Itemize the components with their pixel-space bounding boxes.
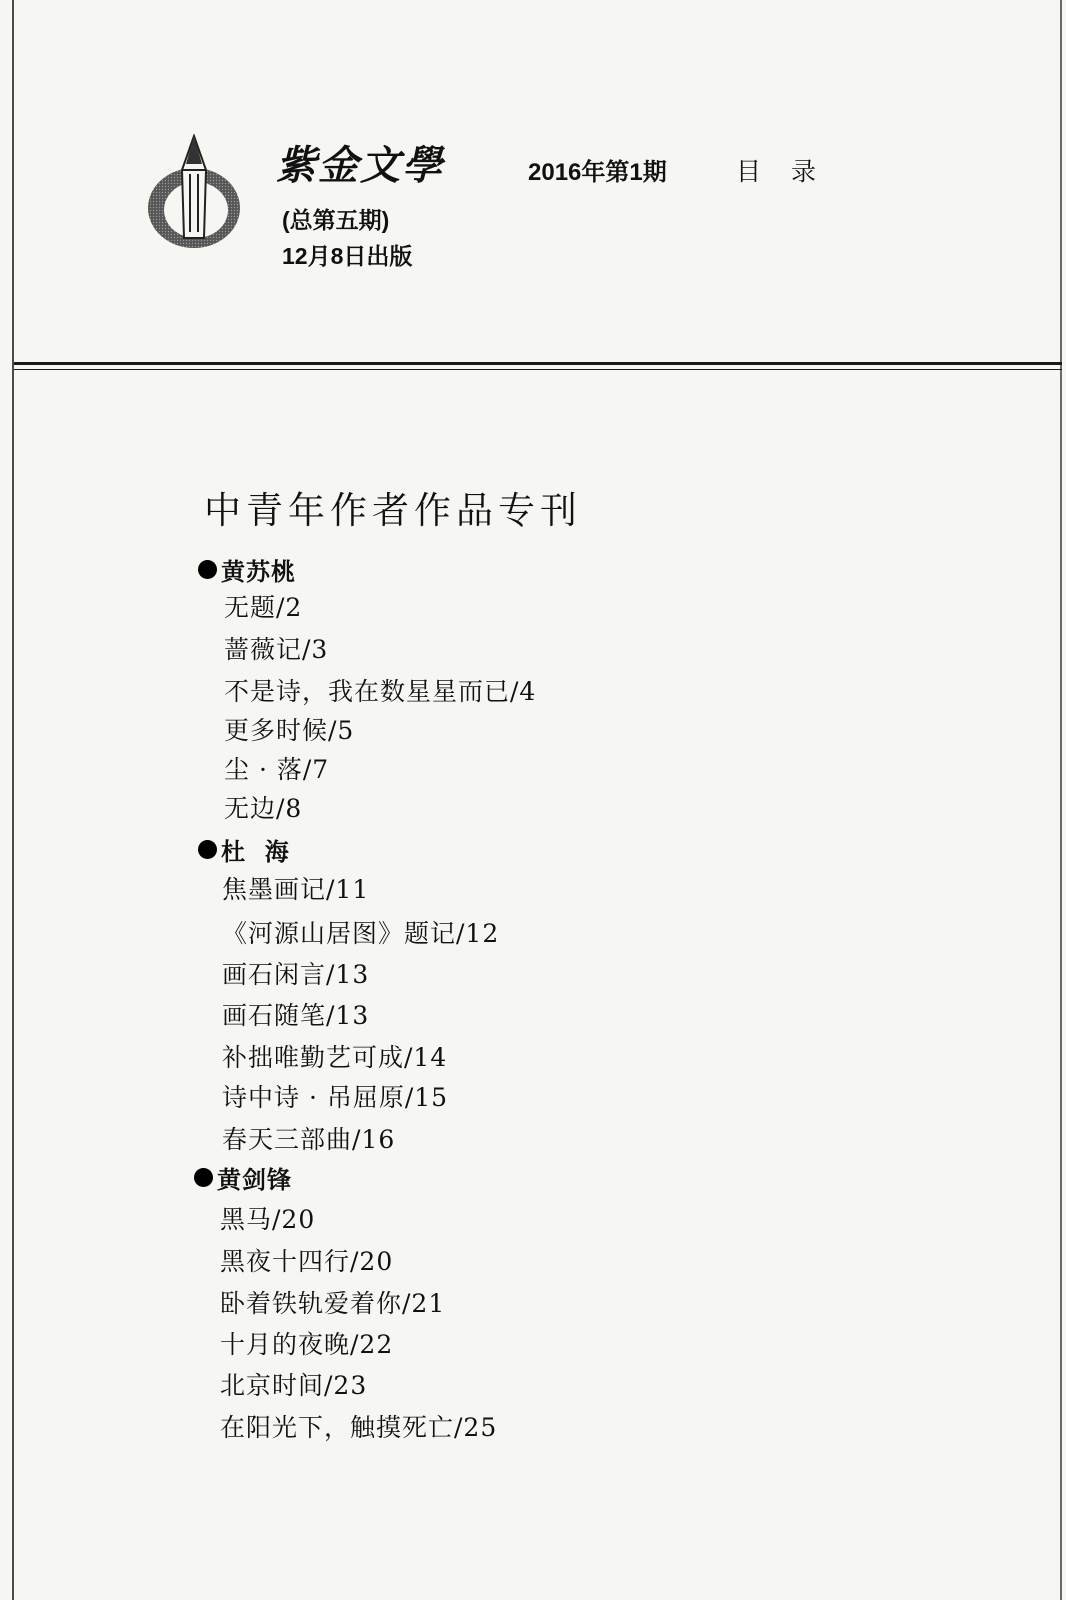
toc-entry[interactable]: 黑马/20 bbox=[220, 1205, 316, 1234]
author-heading bbox=[194, 1160, 292, 1195]
toc-entry[interactable]: 黑夜十四行/20 bbox=[220, 1247, 394, 1276]
total-issue-number: (总第五期) bbox=[282, 207, 390, 233]
bullet-icon bbox=[198, 560, 217, 579]
toc-entry[interactable]: 《河源山居图》题记/12 bbox=[222, 919, 500, 948]
toc-entry[interactable]: 诗中诗 · 吊屈原/15 bbox=[222, 1083, 449, 1112]
section-title: 中青年作者作品专刊 bbox=[204, 489, 582, 532]
author-name: 杜 海 bbox=[221, 838, 290, 866]
toc-entry[interactable]: 补拙唯勤艺可成/14 bbox=[222, 1043, 448, 1072]
author-name: 黄苏桃 bbox=[221, 558, 296, 586]
toc-entry[interactable]: 在阳光下，触摸死亡/25 bbox=[220, 1413, 498, 1442]
publication-date: 12月8日出版 bbox=[282, 243, 413, 269]
toc-entry[interactable]: 尘 · 落/7 bbox=[224, 755, 330, 784]
author-name: 黄剑锋 bbox=[217, 1166, 292, 1194]
toc-entry[interactable]: 北京时间/23 bbox=[220, 1371, 368, 1400]
bullet-icon bbox=[194, 1168, 213, 1187]
toc-entry[interactable]: 十月的夜晚/22 bbox=[220, 1330, 394, 1359]
masthead-title: 紫金文學 bbox=[276, 142, 444, 189]
toc-label: 目录 bbox=[736, 158, 847, 186]
toc-entry[interactable]: 蔷薇记/3 bbox=[224, 635, 329, 664]
toc-entry[interactable]: 画石随笔/13 bbox=[222, 1001, 370, 1030]
page-left-edge bbox=[12, 0, 14, 1600]
page-right-edge bbox=[1060, 0, 1062, 1600]
toc-entry[interactable]: 画石闲言/13 bbox=[222, 960, 370, 989]
toc-entry[interactable]: 春天三部曲/16 bbox=[222, 1125, 396, 1154]
bullet-icon bbox=[198, 840, 217, 859]
header-divider-thin bbox=[14, 369, 1062, 370]
toc-entry[interactable]: 焦墨画记/11 bbox=[222, 875, 370, 904]
toc-entry[interactable]: 卧着铁轨爱着你/21 bbox=[220, 1289, 446, 1318]
magazine-logo-icon bbox=[146, 134, 244, 250]
author-heading bbox=[198, 832, 290, 867]
toc-entry[interactable]: 更多时候/5 bbox=[224, 716, 355, 745]
issue-number: 2016年第1期 bbox=[528, 159, 667, 186]
toc-entry[interactable]: 不是诗，我在数星星而已/4 bbox=[224, 677, 537, 706]
toc-entry[interactable]: 无题/2 bbox=[224, 593, 303, 622]
toc-entry[interactable]: 无边/8 bbox=[224, 794, 303, 823]
header-divider-thick bbox=[14, 362, 1062, 365]
author-heading bbox=[198, 552, 296, 587]
